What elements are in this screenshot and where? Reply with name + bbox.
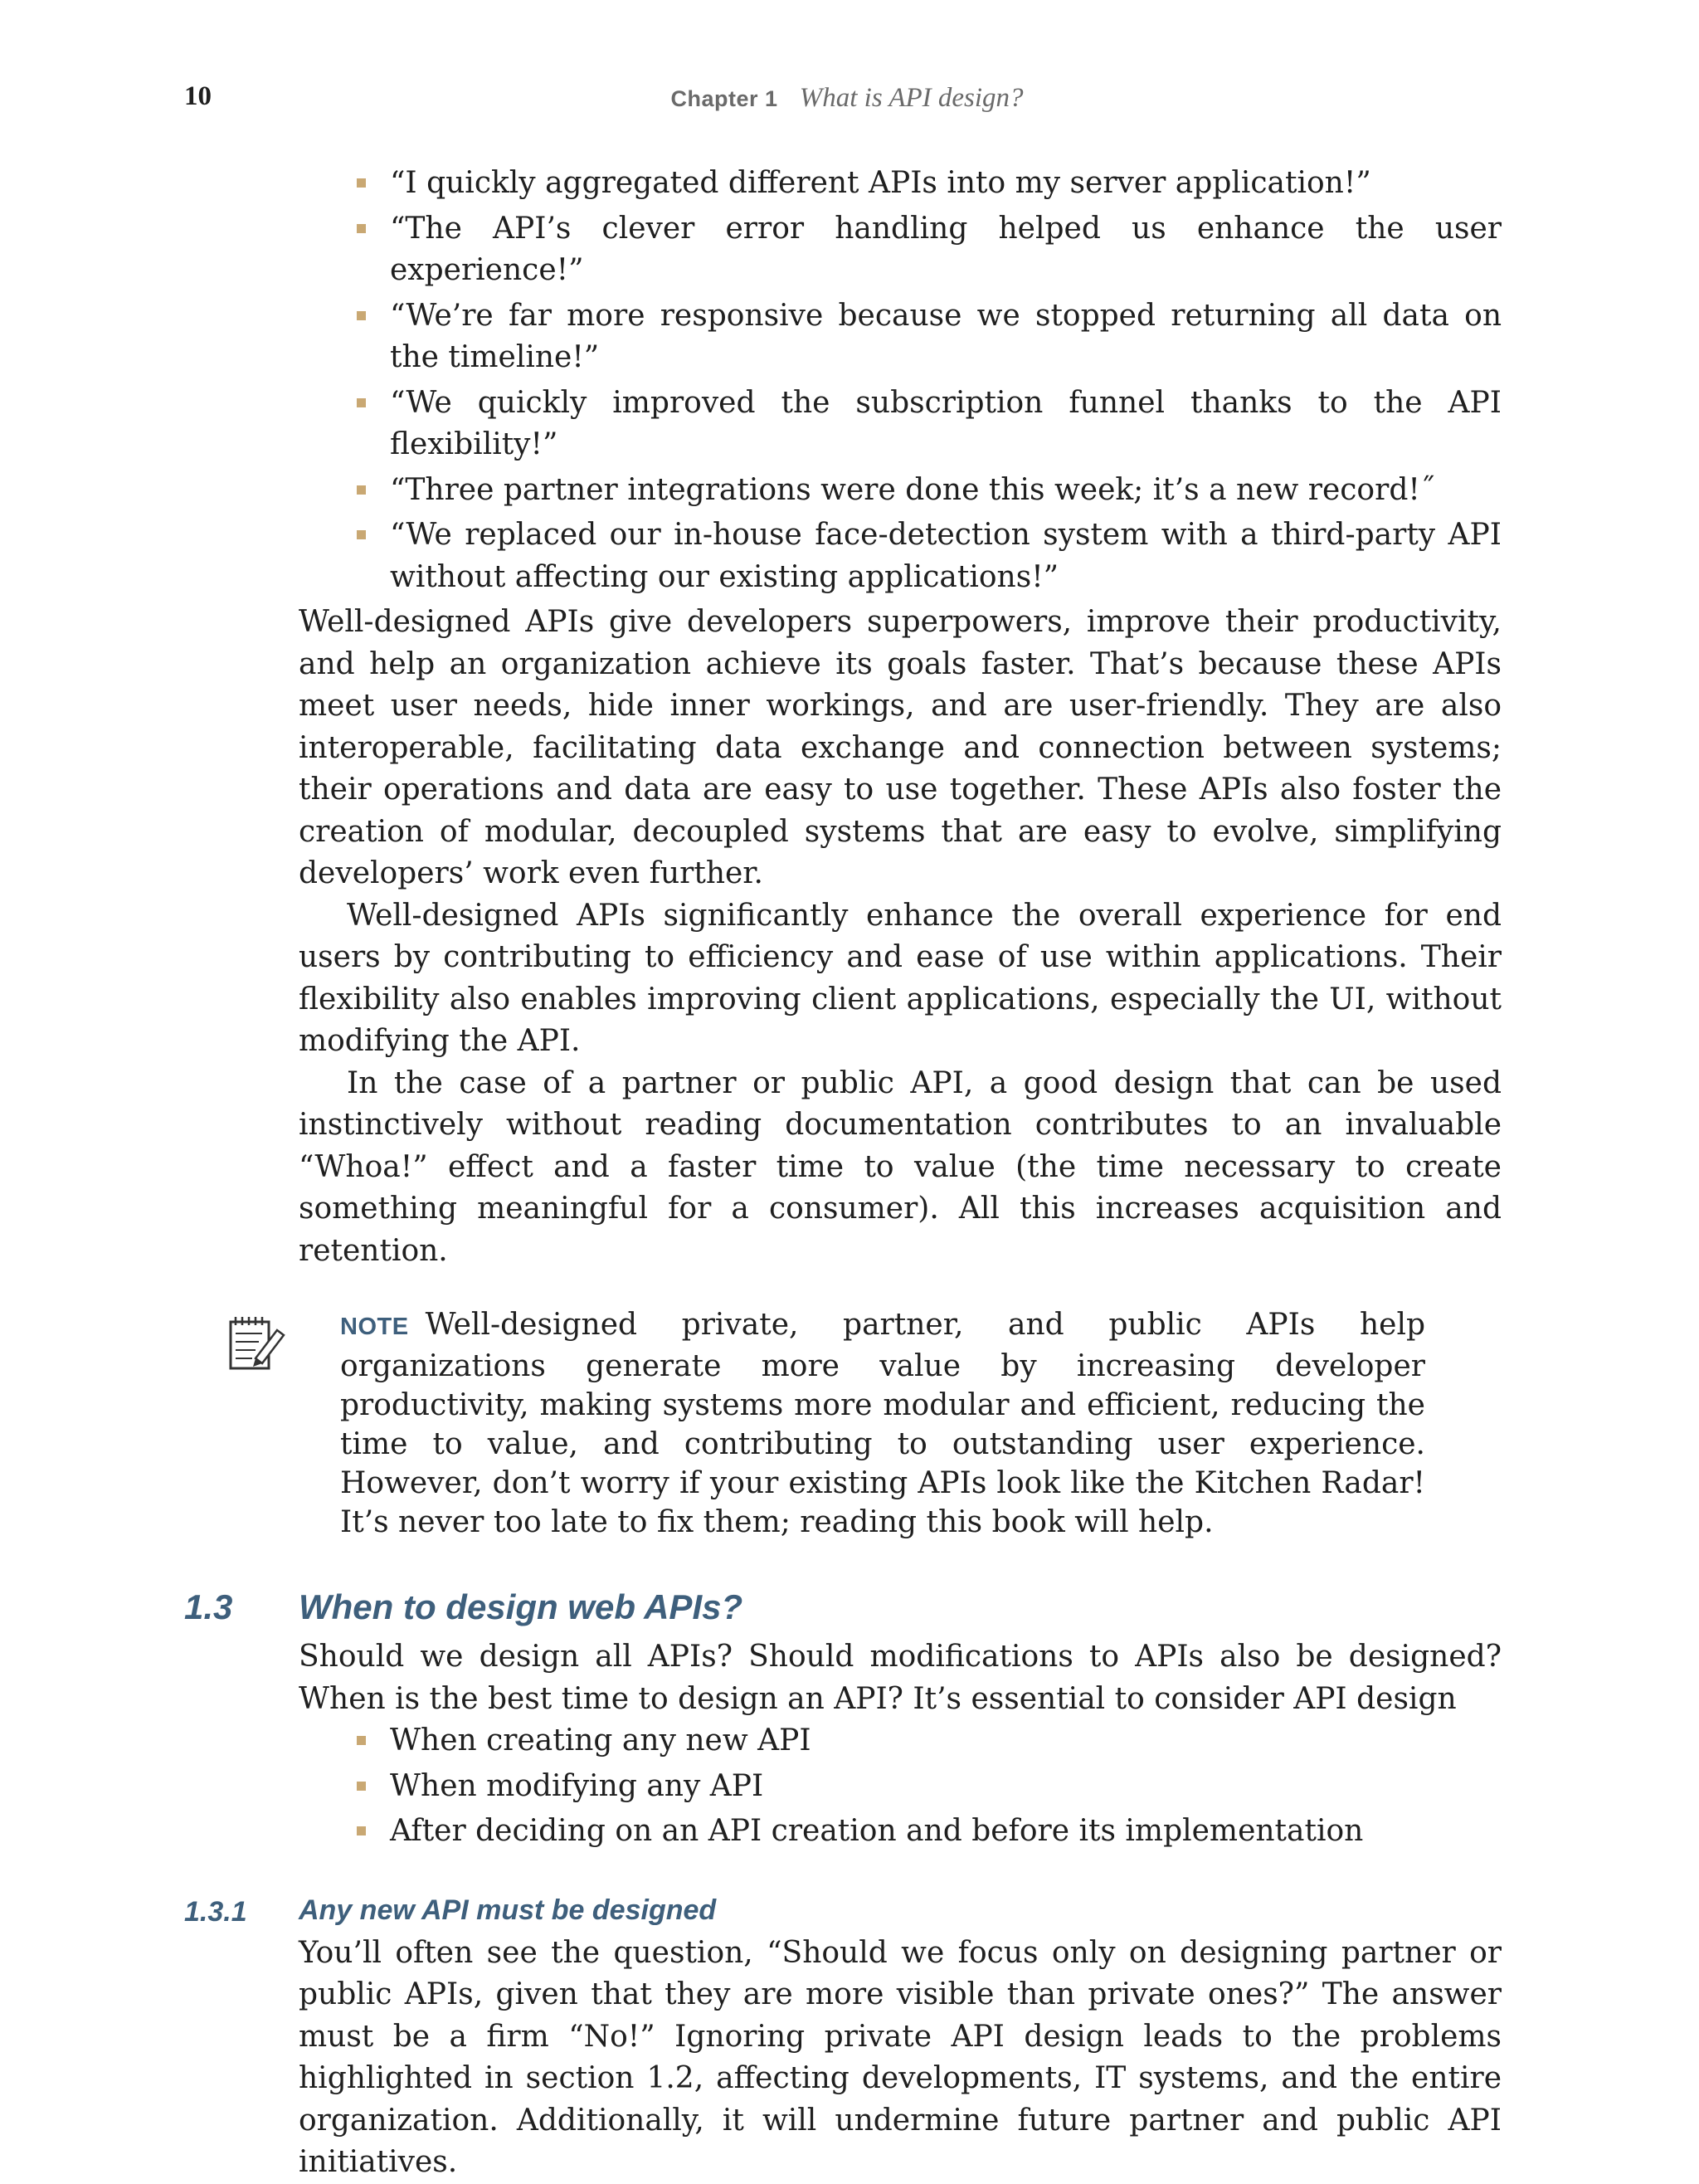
list-item: After deciding on an API creation and before its implementation — [390, 1811, 1502, 1853]
note-text — [340, 1305, 1425, 1542]
section-number: 1.3 — [184, 1587, 233, 1626]
note-body: Well-designed private, partner, and public APIs help organizations generate more value by increasing developer productivity, making systems more modular and efficient, reducing the time to value, and contributing to outstanding user experience. However, don’t worry if your existing APIs look like the Kitchen Radar! It’s never too late to fix them; reading this book will help. — [340, 1308, 1425, 1539]
bullet-square-icon — [357, 1782, 366, 1791]
subsection-heading — [184, 1889, 1502, 1933]
list-item: “We replaced our in-house face-detection system with a third-party API without affecting our existing applications!” — [390, 514, 1502, 598]
chapter-title: What is API design? — [799, 83, 1024, 113]
list-item: “We’re far more responsive because we stopped returning all data on the timeline!” — [390, 295, 1502, 379]
chapter-label: Chapter 1 — [670, 86, 778, 111]
list-item: “I quickly aggregated different APIs into my server application!” — [390, 163, 1502, 205]
design-when-list — [299, 1720, 1502, 1853]
bullet-square-icon — [357, 178, 366, 188]
subsection-number: 1.3.1 — [184, 1895, 247, 1928]
notepad-pencil-icon — [226, 1312, 289, 1375]
quote-list — [299, 163, 1502, 598]
list-item: “We quickly improved the subscription funnel thanks to the API flexibility!” — [390, 383, 1502, 466]
body-paragraph: Well-designed APIs significantly enhance the overall experience for end users by contributing to efficiency and ease of use within applications. Their flexibility also enables improving client applications, especially the UI, without modifying the API. — [299, 898, 1502, 1058]
subsection-title: Any new API must be designed — [299, 1894, 717, 1926]
bullet-square-icon — [357, 224, 366, 233]
list-item: When modifying any API — [390, 1766, 1502, 1808]
bullet-square-icon — [357, 398, 366, 407]
page-number: 10 — [184, 81, 212, 111]
bullet-square-icon — [357, 311, 366, 320]
bullet-square-icon — [357, 485, 366, 495]
page-header — [184, 81, 1510, 118]
list-item: “Three partner integrations were done this week; it’s a new record!˝ — [390, 470, 1502, 512]
section-title: When to design web APIs? — [299, 1587, 743, 1626]
page-body — [184, 163, 1502, 2184]
body-paragraph: In the case of a partner or public API, a good design that can be used instinctively without reading documentation contributes to an invaluable “Whoa!” effect and a faster time to value (the time necessary to create something meaningful for a consumer). All this increases acquisition and retention. — [299, 1065, 1502, 1268]
section-heading — [184, 1587, 1502, 1636]
bullet-square-icon — [357, 1826, 366, 1835]
bullet-square-icon — [357, 530, 366, 539]
list-item: When creating any new API — [390, 1720, 1502, 1762]
body-paragraph: You’ll often see the question, “Should we focus only on designing partner or public APIs, given that they are more visible than private ones?” The answer must be a firm “No!” Ignoring private API design leads to the problems highlighted in section 1.2, affecting developments, IT systems, and the entire organization. Additionally, it will undermine future partner and public API initiatives. — [299, 1935, 1502, 2179]
body-paragraph: Well-designed APIs give developers superpowers, improve their productivity, and help an organization achieve its goals faster. That’s because these APIs meet user needs, hide inner workings, and are user-friendly. They are also interoperable, facilitating data exchange and connection between systems; their operations and data are easy to use together. These APIs also foster the creation of modular, decoupled systems that are easy to evolve, simplifying developers’ work even further. — [299, 605, 1502, 890]
list-item: “The API’s clever error handling helped us enhance the user experience!” — [390, 208, 1502, 292]
note-label: NOTE — [340, 1314, 409, 1340]
note-callout — [299, 1305, 1502, 1542]
section-intro: Should we design all APIs? Should modifications to APIs also be designed? When is the best time to design an API? It’s essential to consider API design — [299, 1640, 1502, 1716]
running-head — [184, 83, 1510, 114]
bullet-square-icon — [357, 1736, 366, 1745]
